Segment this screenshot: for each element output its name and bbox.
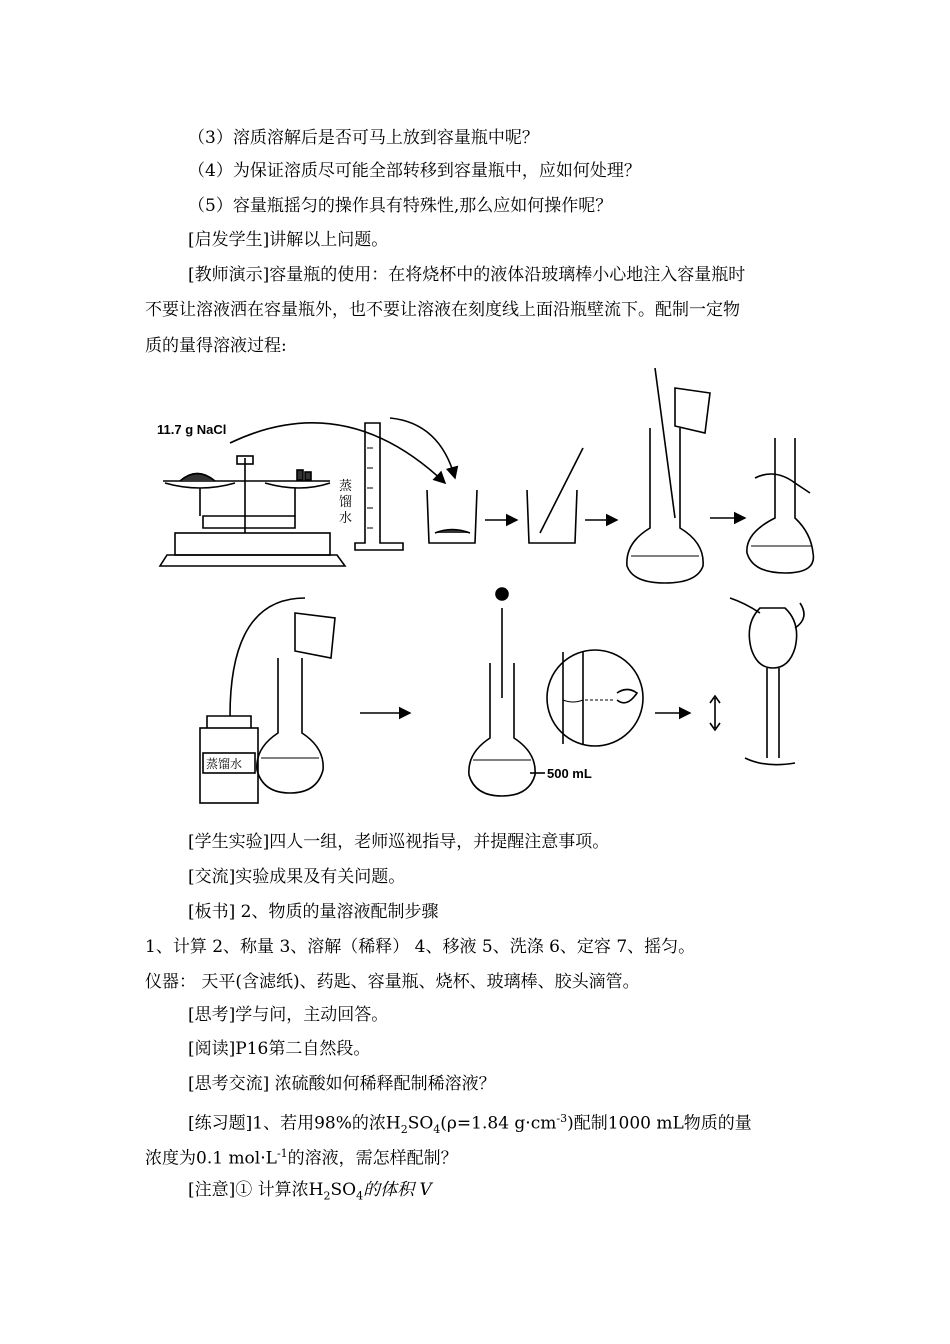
volumetric-flask-4 (469, 588, 535, 796)
text-question-4: （4）为保证溶质尽可能全部转移到容量瓶中，应如何处理？ (188, 161, 641, 181)
volume-label: 500 mL (547, 766, 592, 781)
arrow-nacl-to-beaker (230, 423, 445, 483)
text-instruments: 仪器： 天平(含滤纸)、药匙、容量瓶、烧杯、玻璃棒、胶头滴管。 (145, 972, 640, 992)
beaker-2 (527, 490, 577, 543)
text-exercise-1: [练习题]1、若用98%的浓$H_2SO_4(\rho=1.84$ $g\cdot cm^{-3}$)配制1000 mL物质的量 (188, 1112, 752, 1137)
volumetric-flask-2 (747, 438, 814, 573)
meniscus-magnifier (547, 650, 643, 746)
text-note: [注意]① 计算浓$H_2SO_4$的体积 V (188, 1180, 432, 1203)
text-demo-1: [教师演示]容量瓶的使用：在将烧杯中的液体沿玻璃棒小心地注入容量瓶时 (188, 265, 746, 285)
text-question-5: （5）容量瓶摇匀的操作具有特殊性,那么应如何操作呢？ (188, 196, 613, 216)
text-blackboard: [板书] 2、物质的量溶液配制步骤 (188, 902, 439, 922)
graduated-cylinder (355, 423, 403, 550)
text-exercise-2: 浓度为0.1 $mol\cdot L^{-1}$的溶液，需怎样配制？ (145, 1147, 458, 1169)
text-think: [思考]学与问，主动回答。 (188, 1005, 389, 1025)
text-student-experiment: [学生实验]四人一组，老师巡视指导，并提醒注意事项。 (188, 832, 610, 852)
text-exchange: [交流]实验成果及有关问题。 (188, 867, 406, 887)
text-discuss: [思考交流] 浓硫酸如何稀释配制稀溶液？ (188, 1074, 496, 1094)
beaker-1 (427, 490, 477, 543)
volumetric-flask-3 (257, 613, 335, 793)
text-question-3: （3）溶质溶解后是否可马上放到容量瓶中呢？ (188, 128, 539, 148)
distilled-water-bottle (200, 598, 305, 803)
text-demo-2: 不要让溶液洒在容量瓶外，也不要让溶液在刻度线上面沿瓶壁流下。配制一定物 (145, 300, 740, 320)
text-steps: 1、计算 2、称量 3、溶解（稀释） 4、移液 5、洗涤 6、定容 7、摇匀。 (145, 937, 696, 957)
water-label-2: 馏 (339, 494, 353, 509)
nacl-label: 11.7 g NaCl (157, 422, 227, 437)
volumetric-flask-inverted (730, 598, 804, 765)
nacl-pile (180, 474, 215, 482)
bottle-label: 蒸馏水 (206, 757, 243, 771)
volumetric-flask-1 (627, 368, 710, 583)
balance-scale (160, 456, 345, 566)
water-label-1: 蒸 (339, 478, 353, 493)
solution-preparation-figure (145, 368, 815, 813)
text-read: [阅读]P16第二自然段。 (188, 1039, 371, 1059)
text-inspire: [启发学生]讲解以上问题。 (188, 230, 389, 250)
water-label-3: 水 (339, 510, 353, 525)
text-demo-3: 质的量得溶液过程: (145, 336, 287, 356)
